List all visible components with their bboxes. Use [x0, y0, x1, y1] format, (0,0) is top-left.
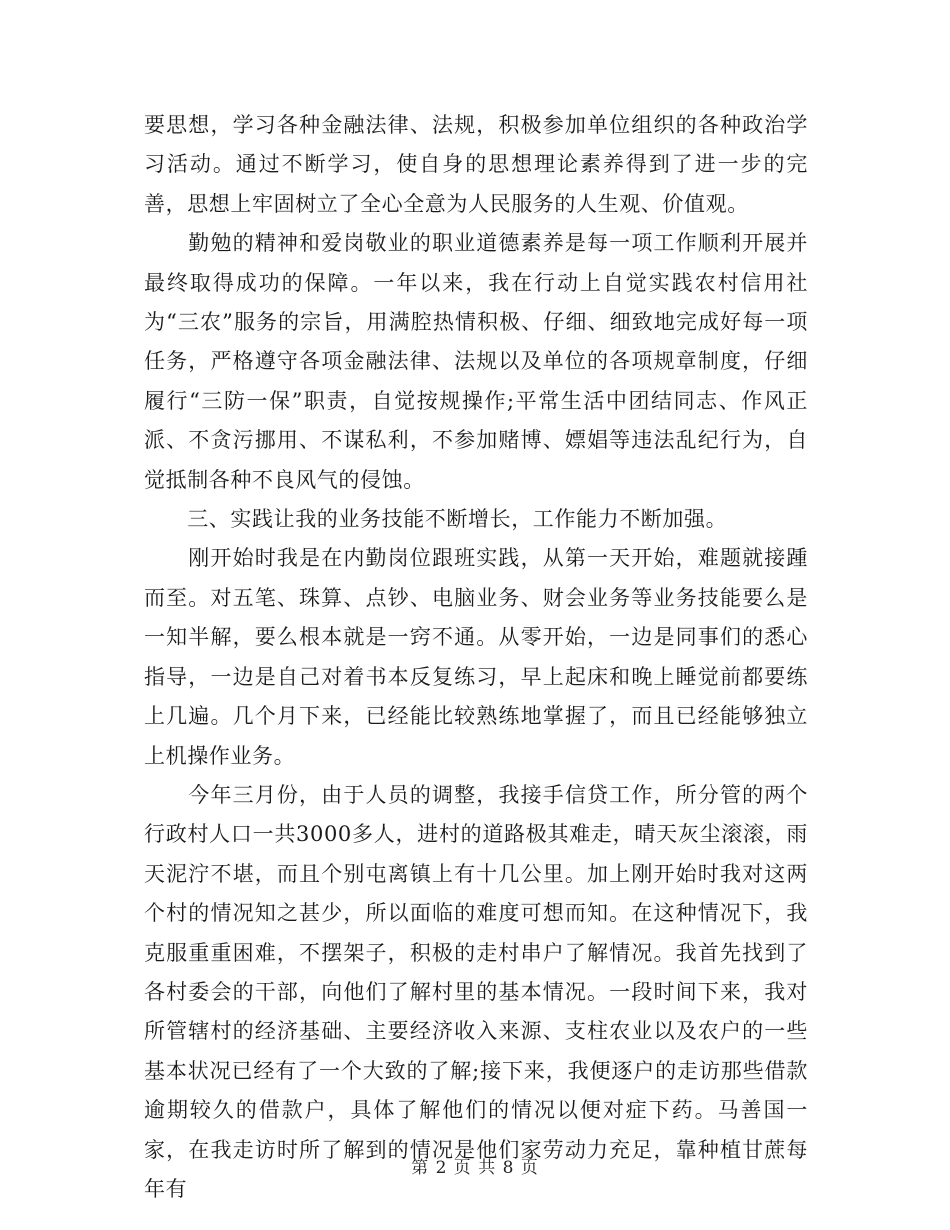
page-footer: 第 2 页 共 8 页 — [411, 1158, 539, 1178]
paragraph-3: 三、实践让我的业务技能不断增长，工作能力不断加强。 — [144, 507, 728, 532]
paragraph-4: 刚开始时我是在内勤岗位跟班实践，从第一天开始，难题就接踵而至。对五笔、珠算、点钞、电脑业务、财会业务等业务技能要么是一知半解，要么根本就是一窍不通。从零开始，一边是同事们的悉心指导，一边是自己对着书本反复练习，早上起床和晚上睡觉前都要练上几遍。几个月下来，已经能比较熟练地掌握了，而且已经能够独立上机操作业务。 — [144, 546, 808, 768]
paragraph-2: 勤勉的精神和爱岗敬业的职业道德素养是每一项工作顺利开展并最终取得成功的保障。一年以来，我在行动上自觉实践农村信用社为“三农”服务的宗旨，用满腔热情积极、仔细、细致地完成好每一项任务，严格遵守各项金融法律、法规以及单位的各项规章制度，仔细履行“三防一保”职责，自觉按规操作;平常生活中团结同志、作风正派、不贪污挪用、不谋私利，不参加赌博、嫖娼等违法乱纪行为，自觉抵制各种不良风气的侵蚀。 — [144, 231, 808, 492]
paragraph-1: 要思想，学习各种金融法律、法规，积极参加单位组织的各种政治学习活动。通过不断学习，使自身的思想理论素养得到了进一步的完善，思想上牢固树立了全心全意为人民服务的人生观、价值观。 — [144, 113, 808, 216]
body-text — [144, 106, 808, 1209]
paragraph-5: 今年三月份，由于人员的调整，我接手信贷工作，所分管的两个行政村人口一共3000多人，进村的道路极其难走，晴天灰尘滚滚，雨天泥泞不堪，而且个别屯离镇上有十几公里。加上刚开始时我对这两个村的情况知之甚少，所以面临的难度可想而知。在这种情况下，我克服重重困难，不摆架子，积极的走村串户了解情况。我首先找到了各村委会的干部，向他们了解村里的基本情况。一段时间下来，我对所管辖村的经济基础、主要经济收入来源、支柱农业以及农户的一些基本状况已经有了一个大致的了解;接下来，我便逐户的走访那些借款逾期较久的借款户，具体了解他们的情况以便对症下药。马善国一家，在我走访时所了解到的情况是他们家劳动力充足，靠种植甘蔗每年有 — [144, 782, 808, 1201]
